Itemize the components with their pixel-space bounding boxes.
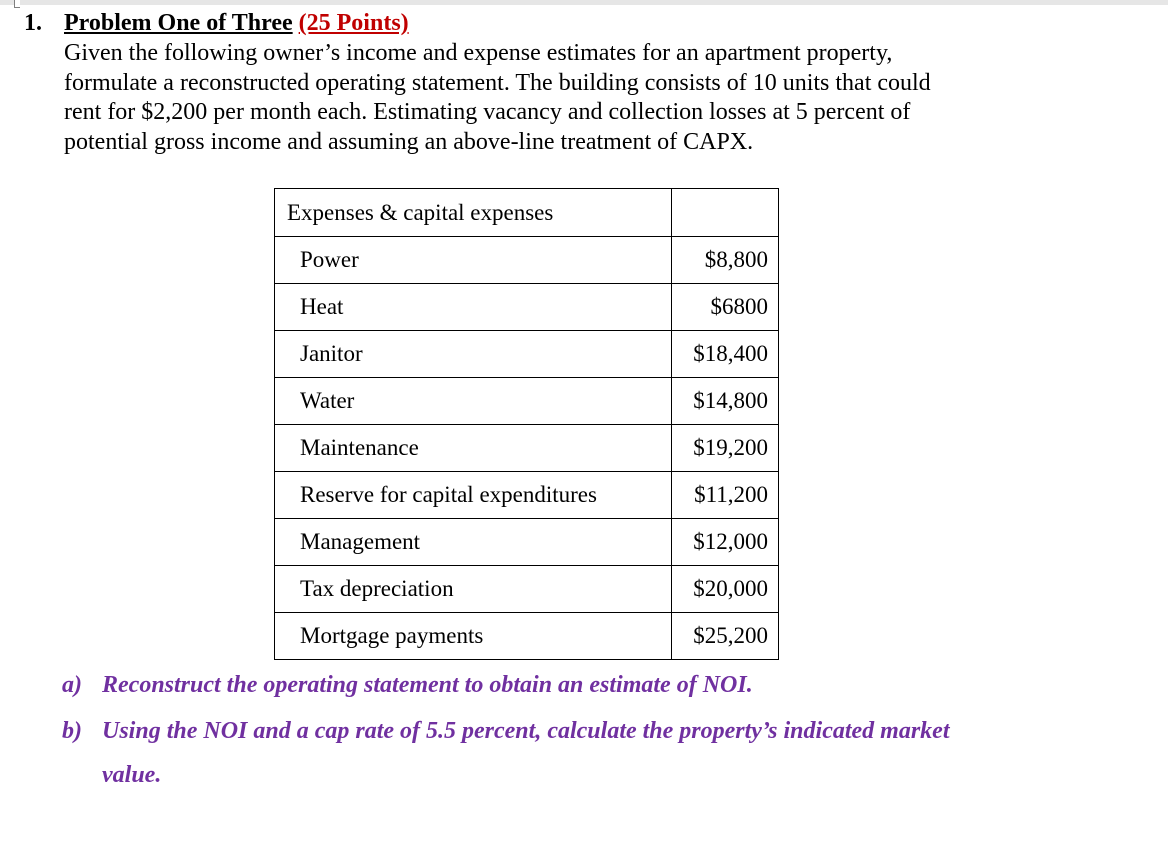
question-b-text: Using the NOI and a cap rate of 5.5 percent, calculate the property’s indicated market — [102, 718, 950, 744]
intro-line: Given the following owner’s income and expense estimates for an apartment property, — [64, 40, 893, 66]
expense-label: Heat — [275, 284, 672, 331]
expense-label: Janitor — [275, 331, 672, 378]
expense-value: $12,000 — [672, 519, 779, 566]
problem-number: 1. — [24, 10, 42, 36]
table-header-label: Expenses & capital expenses — [275, 189, 672, 237]
question-a — [62, 670, 753, 700]
expense-label: Tax depreciation — [275, 566, 672, 613]
intro-line: potential gross income and assuming an above-line treatment of CAPX. — [64, 128, 754, 155]
expenses-table — [274, 188, 779, 660]
expense-label: Management — [275, 519, 672, 566]
expense-value: $25,200 — [672, 613, 779, 660]
problem-heading — [24, 8, 409, 38]
expense-value: $11,200 — [672, 472, 779, 519]
table-row — [275, 378, 779, 425]
expense-value: $20,000 — [672, 566, 779, 613]
table-row — [275, 519, 779, 566]
table-row — [275, 566, 779, 613]
expense-label: Maintenance — [275, 425, 672, 472]
table-row — [275, 613, 779, 660]
question-b-label: b) — [62, 718, 82, 744]
expense-label: Reserve for capital expenditures — [275, 472, 672, 519]
table-row — [275, 284, 779, 331]
expense-value: $18,400 — [672, 331, 779, 378]
question-b — [62, 716, 950, 746]
intro-line: rent for $2,200 per month each. Estimating vacancy and collection losses at 5 percent of — [64, 99, 911, 125]
question-b-continuation: value. — [102, 762, 162, 788]
problem-intro — [64, 39, 1024, 157]
page-corner-mark — [14, 0, 20, 8]
table-row — [275, 425, 779, 472]
expense-label: Power — [275, 237, 672, 284]
table-row — [275, 237, 779, 284]
expense-value: $8,800 — [672, 237, 779, 284]
table-header-value — [672, 189, 779, 237]
question-a-label: a) — [62, 672, 82, 698]
table-header-row — [275, 189, 779, 237]
intro-line: formulate a reconstructed operating statement. The building consists of 10 units that could — [64, 69, 931, 96]
table-row — [275, 472, 779, 519]
expense-value: $6800 — [672, 284, 779, 331]
problem-points: (25 Points) — [298, 10, 409, 36]
expense-value: $14,800 — [672, 378, 779, 425]
page-top-strip — [0, 0, 1168, 5]
table-row — [275, 331, 779, 378]
problem-title: Problem One of Three — [64, 10, 293, 36]
expense-value: $19,200 — [672, 425, 779, 472]
expense-label: Mortgage payments — [275, 613, 672, 660]
question-a-text: Reconstruct the operating statement to obtain an estimate of NOI. — [102, 672, 753, 698]
expense-label: Water — [275, 378, 672, 425]
